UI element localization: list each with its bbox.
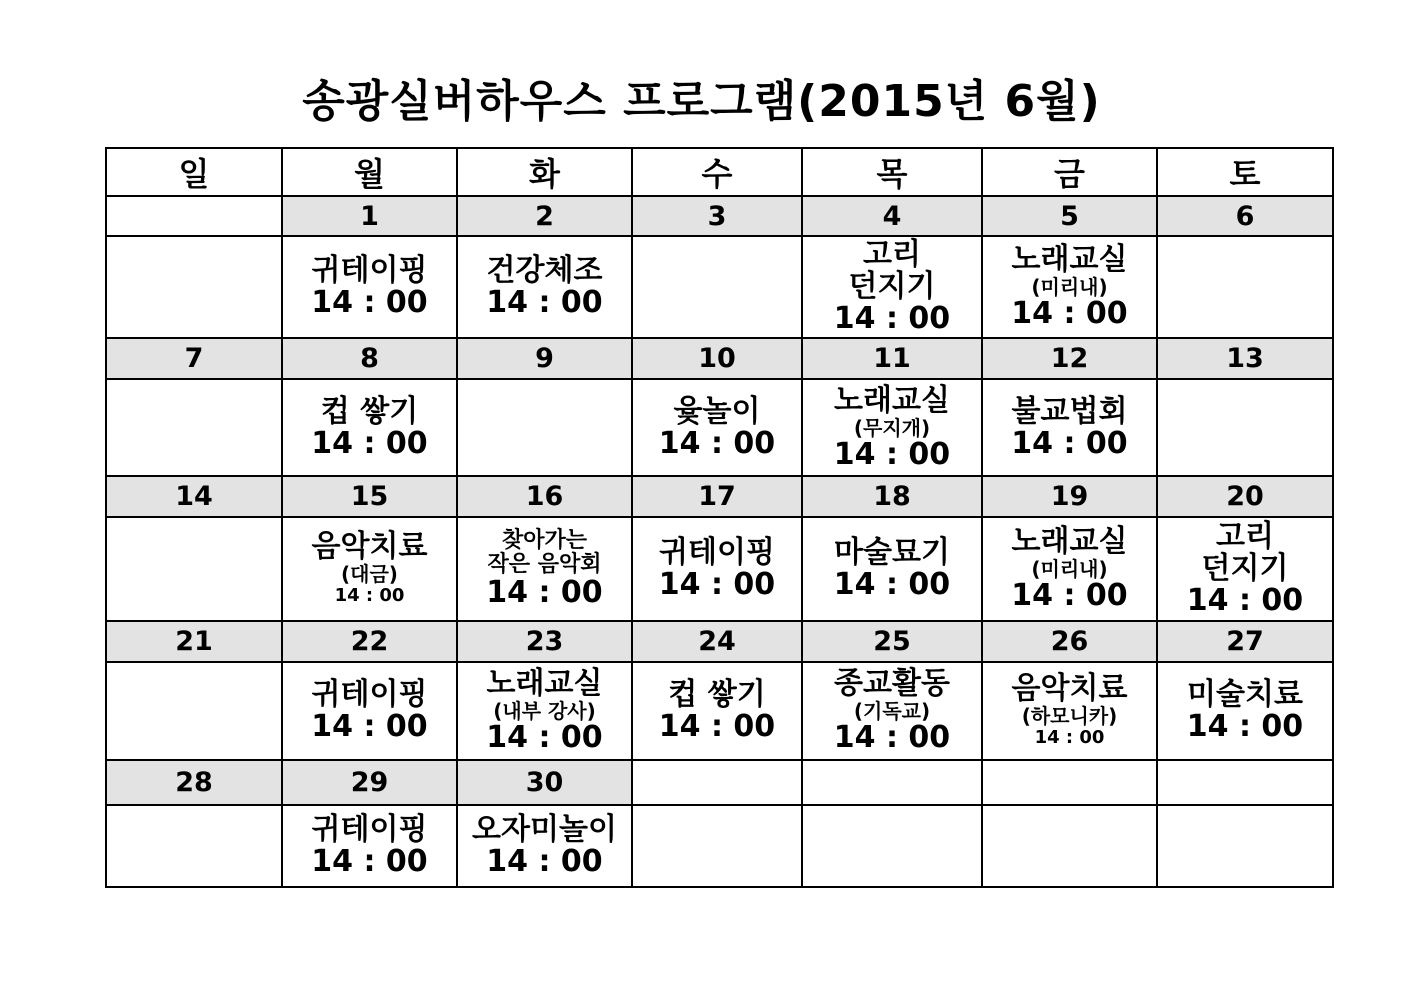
event-line: (내부 강사) — [493, 699, 596, 723]
event-line: 음악치료 — [1011, 671, 1128, 706]
event-line: 14 : 00 — [1011, 425, 1128, 461]
date-cell: 13 — [1157, 338, 1333, 379]
date-cell: 5 — [982, 196, 1157, 236]
date-cell: 24 — [632, 621, 802, 662]
date-cell: 19 — [982, 476, 1157, 517]
event-cell — [106, 662, 282, 760]
event-line: 컵 쌓기 — [668, 677, 766, 712]
date-cell — [1157, 760, 1333, 805]
event-line: 귀테이핑 — [659, 535, 775, 570]
event-line: 14 : 00 — [311, 844, 428, 879]
event-line: 14 : 00 — [658, 425, 776, 461]
event-line: 14 : 00 — [486, 575, 603, 610]
event-cell — [457, 517, 632, 621]
event-line: 노래교실 — [1011, 524, 1128, 559]
date-cell: 11 — [802, 338, 982, 379]
event-cell — [982, 236, 1157, 338]
event-line: 14 : 00 — [833, 567, 951, 602]
event-line: 던지기 — [848, 269, 936, 304]
event-line: 귀테이핑 — [311, 677, 428, 712]
event-line: 14 : 00 — [658, 709, 776, 744]
date-cell: 4 — [802, 196, 982, 236]
date-cell — [632, 760, 802, 805]
event-cell — [802, 517, 982, 621]
event-cell — [982, 379, 1157, 476]
event-row — [106, 662, 1333, 760]
event-line: 노래교실 — [834, 382, 950, 418]
date-cell: 10 — [632, 338, 802, 379]
event-line: (미리내) — [1031, 557, 1108, 581]
event-line: 건강체조 — [486, 253, 603, 288]
event-cell — [106, 379, 282, 476]
date-row — [106, 621, 1333, 662]
event-line: (대금) — [341, 562, 398, 586]
event-line: 오자미놀이 — [472, 812, 617, 847]
event-line: 윷놀이 — [673, 393, 761, 429]
event-line: 14 : 00 — [486, 844, 603, 879]
date-cell: 20 — [1157, 476, 1333, 517]
event-line: 음악치료 — [311, 529, 428, 564]
event-cell — [106, 517, 282, 621]
weekday-header: 일 — [106, 148, 282, 196]
event-line: 14 : 00 — [311, 709, 428, 744]
event-line: 노래교실 — [1011, 242, 1128, 277]
event-cell — [282, 662, 457, 760]
event-line: 14 : 00 — [486, 720, 603, 755]
event-line: 불교법회 — [1011, 393, 1128, 429]
date-cell — [982, 760, 1157, 805]
calendar-body — [106, 148, 1333, 887]
date-cell: 9 — [457, 338, 632, 379]
event-line: (무지개) — [853, 415, 931, 440]
event-cell — [282, 236, 457, 338]
event-line: 마술묘기 — [834, 535, 950, 570]
event-line: 미술치료 — [1187, 677, 1303, 712]
event-line: 14 : 00 — [658, 567, 776, 602]
date-cell: 30 — [457, 760, 632, 805]
date-cell — [802, 760, 982, 805]
event-line: 던지기 — [1201, 551, 1289, 586]
date-cell: 14 — [106, 476, 282, 517]
event-line: 고리 — [863, 237, 921, 272]
date-cell: 16 — [457, 476, 632, 517]
date-cell: 18 — [802, 476, 982, 517]
event-cell — [282, 805, 457, 887]
event-cell — [802, 662, 982, 760]
date-cell: 6 — [1157, 196, 1333, 236]
event-cell — [1157, 236, 1333, 338]
date-cell: 8 — [282, 338, 457, 379]
weekday-header: 월 — [282, 148, 457, 196]
event-cell — [1157, 662, 1333, 760]
event-line: (미리내) — [1031, 275, 1108, 299]
date-cell: 17 — [632, 476, 802, 517]
date-cell: 12 — [982, 338, 1157, 379]
date-cell: 3 — [632, 196, 802, 236]
event-line: 14 : 00 — [833, 301, 951, 336]
weekday-header: 금 — [982, 148, 1157, 196]
date-cell: 15 — [282, 476, 457, 517]
event-cell — [982, 805, 1157, 887]
date-cell — [106, 196, 282, 236]
event-line: 14 : 00 — [1186, 709, 1304, 744]
event-cell — [632, 379, 802, 476]
event-line: 14 : 00 — [486, 285, 603, 320]
event-line: 작은 음악회 — [487, 552, 602, 577]
event-line: 14 : 00 — [833, 436, 951, 472]
event-line: 14 : 00 — [1186, 583, 1304, 618]
event-cell — [982, 662, 1157, 760]
event-cell — [106, 236, 282, 338]
event-cell — [632, 805, 802, 887]
date-cell: 29 — [282, 760, 457, 805]
event-line: 고리 — [1216, 519, 1274, 554]
weekday-header-row — [106, 148, 1333, 196]
event-cell — [802, 805, 982, 887]
date-cell: 21 — [106, 621, 282, 662]
weekday-header: 목 — [802, 148, 982, 196]
date-cell: 23 — [457, 621, 632, 662]
event-cell — [457, 805, 632, 887]
event-row — [106, 379, 1333, 476]
event-line: 14 : 00 — [833, 720, 951, 755]
event-cell — [106, 805, 282, 887]
date-row — [106, 338, 1333, 379]
event-row — [106, 517, 1333, 621]
event-line: 14 : 00 — [311, 285, 428, 320]
event-line: 14 : 00 — [1011, 296, 1128, 331]
date-cell: 2 — [457, 196, 632, 236]
event-line: 찾아가는 — [501, 528, 587, 553]
date-cell: 25 — [802, 621, 982, 662]
event-line: 14 : 00 — [311, 425, 428, 461]
weekday-header: 수 — [632, 148, 802, 196]
event-row — [106, 236, 1333, 338]
event-line: (기독교) — [853, 699, 931, 723]
event-cell — [802, 236, 982, 338]
event-line: 14 : 00 — [1011, 578, 1128, 613]
event-line: 귀테이핑 — [311, 253, 428, 288]
calendar-table — [105, 147, 1334, 888]
event-cell — [1157, 379, 1333, 476]
event-cell — [802, 379, 982, 476]
event-cell — [282, 517, 457, 621]
event-cell — [457, 662, 632, 760]
event-line: 14 : 00 — [1034, 727, 1105, 748]
event-line: 14 : 00 — [334, 585, 405, 606]
date-cell: 27 — [1157, 621, 1333, 662]
event-cell — [1157, 517, 1333, 621]
date-cell: 26 — [982, 621, 1157, 662]
page-title: 송광실버하우스 프로그램(2015년 6월) — [302, 76, 1101, 127]
date-cell: 7 — [106, 338, 282, 379]
date-row — [106, 760, 1333, 805]
event-cell — [457, 236, 632, 338]
date-cell: 22 — [282, 621, 457, 662]
weekday-header: 토 — [1157, 148, 1333, 196]
event-cell — [1157, 805, 1333, 887]
event-line: 종교활동 — [834, 666, 950, 701]
date-cell: 28 — [106, 760, 282, 805]
event-row — [106, 805, 1333, 887]
event-cell — [632, 662, 802, 760]
event-cell — [982, 517, 1157, 621]
date-row — [106, 196, 1333, 236]
event-line: 컵 쌓기 — [320, 393, 419, 429]
event-cell — [632, 236, 802, 338]
weekday-header: 화 — [457, 148, 632, 196]
event-cell — [457, 379, 632, 476]
event-cell — [632, 517, 802, 621]
date-row — [106, 476, 1333, 517]
date-cell: 1 — [282, 196, 457, 236]
event-cell — [282, 379, 457, 476]
event-line: (하모니카) — [1021, 704, 1118, 728]
event-line: 귀테이핑 — [311, 812, 428, 847]
event-line: 노래교실 — [486, 666, 603, 701]
